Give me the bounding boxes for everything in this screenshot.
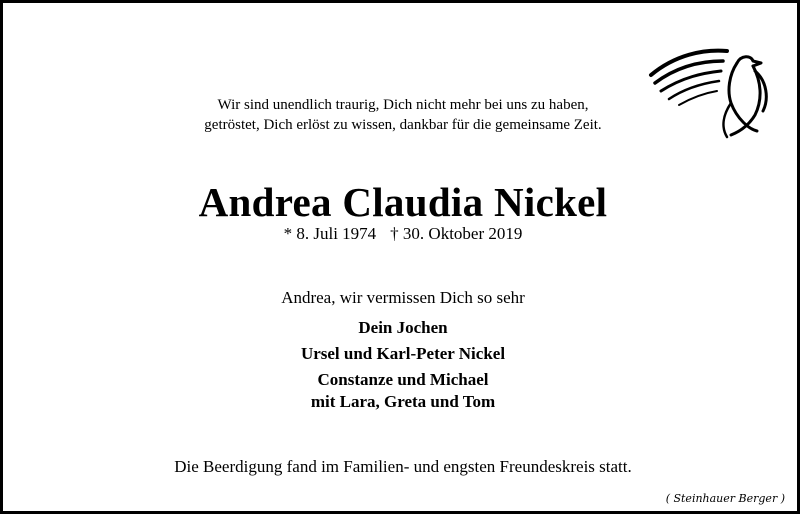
- funeral-note: Die Beerdigung fand im Familien- und engsten Freundeskreis statt.: [174, 457, 632, 476]
- life-dates: [3, 223, 800, 245]
- birth-date: * 8. Juli 1974: [283, 224, 377, 243]
- intro-line-2: getröstet, Dich erlöst zu wissen, dankbar für die gemeinsame Zeit.: [204, 117, 602, 133]
- mourner-line: Ursel und Karl-Peter Nickel: [300, 344, 506, 363]
- death-date: † 30. Oktober 2019: [390, 224, 523, 243]
- deceased-name: Andrea Claudia Nickel: [198, 179, 608, 225]
- intro-text: [3, 95, 800, 135]
- intro-line-1: Wir sind unendlich traurig, Dich nicht mehr bei uns zu haben,: [217, 97, 589, 113]
- farewell-line: Andrea, wir vermissen Dich so sehr: [281, 288, 525, 307]
- mourner-line: Constanze und Michael: [317, 370, 489, 389]
- publisher-signature: ( Steinhauer Berger ): [665, 492, 785, 505]
- mourners-list: [3, 317, 800, 413]
- mourner-line: Dein Jochen: [358, 318, 448, 337]
- mourner-line: mit Lara, Greta und Tom: [310, 392, 496, 411]
